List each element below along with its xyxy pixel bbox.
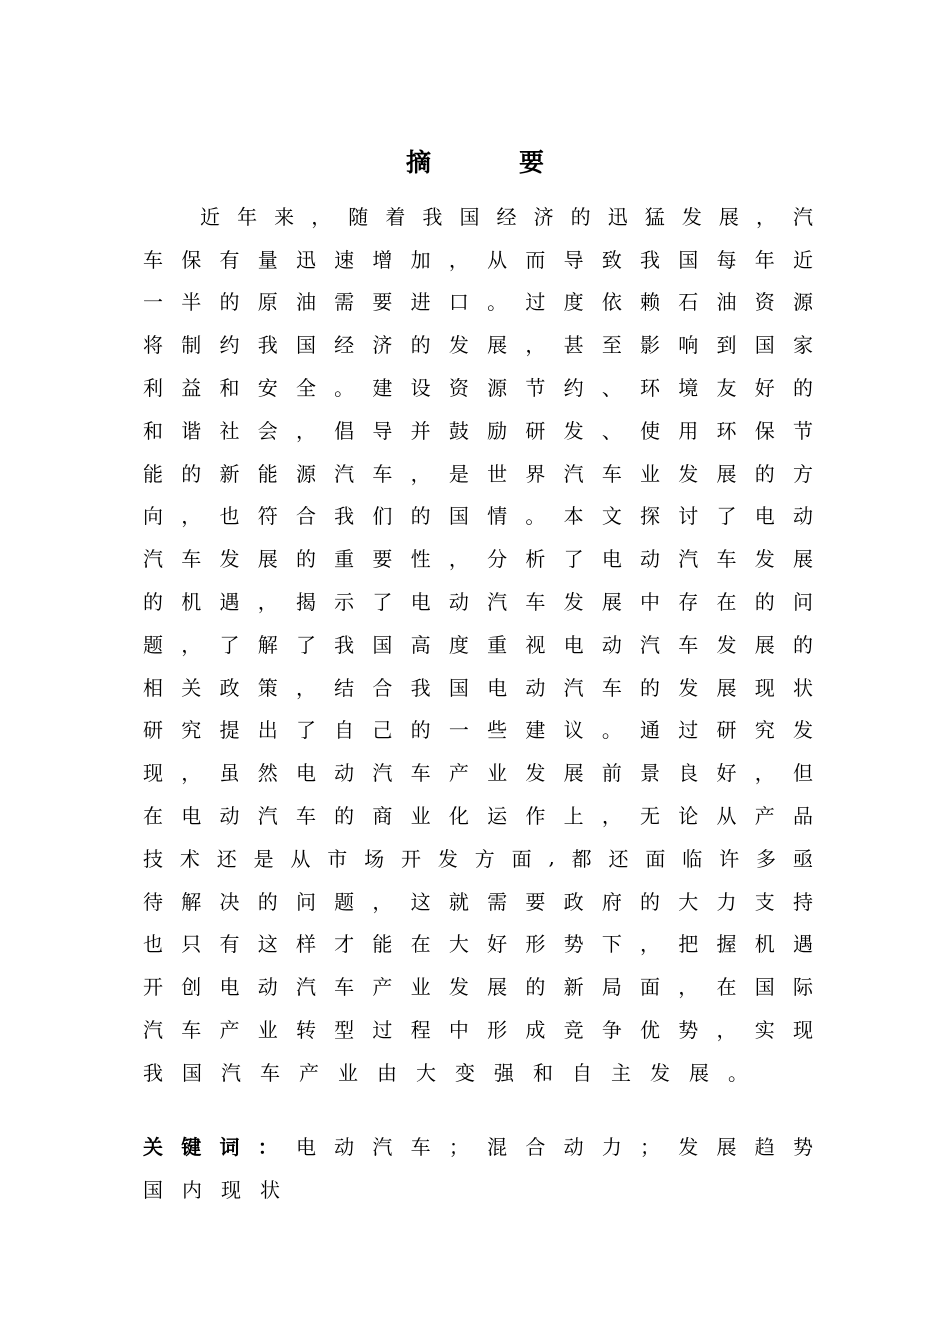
abstract-line: 汽 车 发 展 的 重 要 性 ， 分 析 了 电 动 汽 车 发 展 <box>143 547 813 572</box>
keywords-label: 关 <box>143 1134 163 1159</box>
keywords-text: 展 <box>716 1134 737 1159</box>
abstract-line: 也 只 有 这 样 才 能 在 大 好 形 势 下 ， 把 握 机 遇 <box>143 932 813 957</box>
keywords-label: ： <box>257 1134 278 1159</box>
keywords-text: 国 <box>143 1177 163 1202</box>
page-title <box>0 141 950 181</box>
title-char-2: 要 <box>519 148 545 177</box>
abstract-line: 题 ， 了 解 了 我 国 高 度 重 视 电 动 汽 车 发 展 的 <box>143 632 813 657</box>
abstract-body <box>143 194 813 1093</box>
keywords-section <box>143 1124 813 1210</box>
keywords-text: 趋 <box>754 1134 775 1159</box>
abstract-line: 研 究 提 出 了 自 己 的 一 些 建 议 。 通 过 研 究 发 <box>143 718 813 743</box>
keywords-text: 现 <box>221 1177 241 1202</box>
keywords-text: 状 <box>260 1177 280 1202</box>
keywords-text: ； <box>448 1134 469 1159</box>
keywords-text: 车 <box>410 1134 431 1159</box>
abstract-line: 相 关 政 策 ， 结 合 我 国 电 动 汽 车 的 发 展 现 状 <box>143 675 813 700</box>
keywords-text: 汽 <box>372 1134 393 1159</box>
abstract-line: 车 保 有 量 迅 速 增 加 ， 从 而 导 致 我 国 每 年 近 <box>143 247 813 272</box>
keywords-text: ； <box>640 1134 661 1159</box>
keywords-label: 词 <box>219 1134 240 1159</box>
abstract-line: 向 ， 也 符 合 我 们 的 国 情 。 本 文 探 讨 了 电 动 <box>143 504 813 529</box>
keywords-text: 势 <box>792 1134 813 1159</box>
keywords-text: 内 <box>182 1177 202 1202</box>
abstract-line: 待 解 决 的 问 题 ， 这 就 需 要 政 府 的 大 力 支 持 <box>143 889 813 914</box>
keywords-text: 力 <box>601 1134 622 1159</box>
keywords-line <box>143 1124 813 1167</box>
abstract-line: 的 机 遇 ， 揭 示 了 电 动 汽 车 发 展 中 存 在 的 问 <box>143 590 813 615</box>
keywords-text: 发 <box>678 1134 699 1159</box>
keywords-label: 键 <box>181 1134 202 1159</box>
keywords-text: 电 <box>295 1134 316 1159</box>
abstract-line: 现 ， 虽 然 电 动 汽 车 产 业 发 展 前 景 良 好 ， 但 <box>143 761 813 786</box>
keywords-text: 合 <box>525 1134 546 1159</box>
abstract-line: 和 谐 社 会 ， 倡 导 并 鼓 励 研 发 、 使 用 环 保 节 <box>143 418 813 443</box>
abstract-line: 开 创 电 动 汽 车 产 业 发 展 的 新 局 面 ， 在 国 际 <box>143 975 813 1000</box>
abstract-line: 利 益 和 安 全 。 建 设 资 源 节 约 、 环 境 友 好 的 <box>143 376 813 401</box>
abstract-line: 能 的 新 能 源 汽 车 ， 是 世 界 汽 车 业 发 展 的 方 <box>143 461 813 486</box>
abstract-line: 在 电 动 汽 车 的 商 业 化 运 作 上 ， 无 论 从 产 品 <box>143 804 813 829</box>
abstract-line: 我 国 汽 车 产 业 由 大 变 强 和 自 主 发 展 。 <box>143 1060 748 1085</box>
abstract-line: 汽 车 产 业 转 型 过 程 中 形 成 竞 争 优 势 ， 实 现 <box>143 1018 813 1043</box>
keywords-line <box>143 1167 813 1210</box>
keywords-text: 动 <box>334 1134 355 1159</box>
abstract-line: 一 半 的 原 油 需 要 进 口 。 过 度 依 赖 石 油 资 源 <box>143 290 813 315</box>
keywords-text: 动 <box>563 1134 584 1159</box>
abstract-line: 近 年 来 ， 随 着 我 国 经 济 的 迅 猛 发 展 ， 汽 <box>200 204 813 229</box>
keywords-text: 混 <box>487 1134 508 1159</box>
abstract-line: 技 术 还 是 从 市 场 开 发 方 面 , 都 还 面 临 许 多 亟 <box>143 845 813 871</box>
abstract-line: 将 制 约 我 国 经 济 的 发 展 ， 甚 至 影 响 到 国 家 <box>143 333 813 358</box>
title-char-1: 摘 <box>405 148 431 177</box>
